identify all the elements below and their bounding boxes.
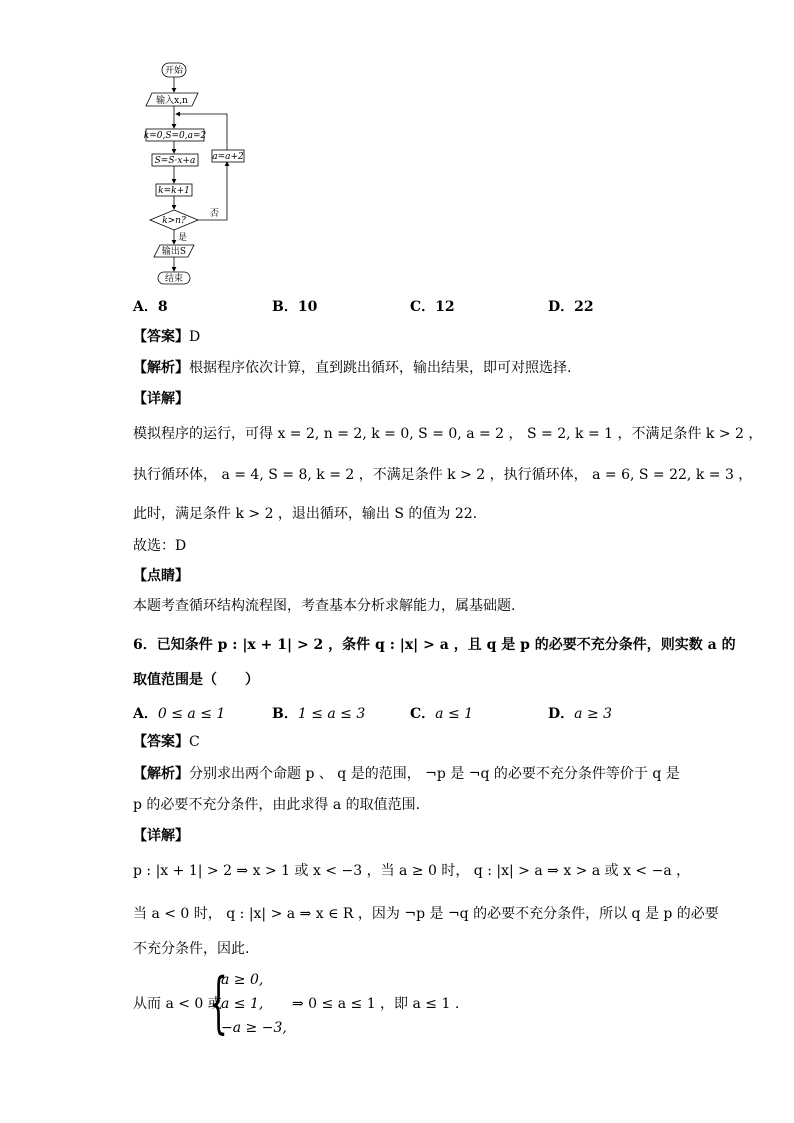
q6-answer: 【答案】C (133, 734, 200, 750)
system-row-3: −a ≥ −3, (221, 1020, 287, 1036)
q5-analysis: 【解析】根据程序依次计算，直到跳出循环，输出结果，即可对照选择. (133, 360, 572, 376)
flow-init-text: k=0,S=0,a=2 (143, 131, 207, 141)
system-row-2: a ≤ 1, (221, 996, 264, 1012)
system-brace: { (209, 964, 228, 1041)
q5-option-d: D．22 (548, 299, 594, 315)
q5-comment: 本题考查循环结构流程图，考查基本分析求解能力，属基础题. (133, 598, 516, 614)
q6-detail-line-1: p : |x + 1| > 2 ⇒ x > 1 或 x < −3 ，当 a ≥ 0 时， q : |x| > a ⇒ x > a 或 x < −a ， (133, 863, 691, 879)
q6-option-b: B．1 ≤ a ≤ 3 (272, 706, 366, 722)
flow-input-text: 输入x,n (156, 96, 188, 106)
q6-detail-label: 【详解】 (133, 828, 189, 844)
q6-analysis-line-1: 【解析】分别求出两个命题 p 、 q 是的范围， ¬p 是 ¬q 的必要不充分条件等价于 q 是 (133, 766, 680, 782)
q6-analysis-line-2: p 的必要不充分条件，由此求得 a 的取值范围. (133, 797, 421, 813)
q6-option-d: D．a ≥ 3 (548, 706, 613, 722)
flow-end-text: 结束 (164, 274, 184, 284)
q6-detail-line-3: 不充分条件，因此. (133, 941, 250, 957)
q6-option-a: A．0 ≤ a ≤ 1 (133, 706, 226, 722)
flow-k-text: k=k+1 (158, 186, 190, 196)
q5-option-b: B．10 (272, 299, 318, 315)
q5-detail-line-3: 此时，满足条件 k > 2 ，退出循环，输出 S 的值为 22. (133, 506, 478, 522)
q5-detail-line-2: 执行循环体， a = 4, S = 8, k = 2 ，不满足条件 k > 2 ，执行循环体， a = 6, S = 22, k = 3 ， (133, 467, 753, 483)
flow-sum-text: S=S·x+a (154, 156, 196, 166)
flow-no-label: 否 (210, 209, 220, 219)
q6-conclusion-suffix: ⇒ 0 ≤ a ≤ 1 ，即 a ≤ 1 . (292, 996, 460, 1012)
q6-conclusion-prefix: 从而 a < 0 或 (133, 996, 222, 1012)
q6-stem-line-1: 6．已知条件 p : |x + 1| > 2 ，条件 q : |x| > a ，且 q 是 p 的必要不充分条件，则实数 a 的 (133, 637, 736, 653)
flow-update-text: a=a+2 (212, 152, 244, 162)
q5-detail-line-1: 模拟程序的运行，可得 x = 2, n = 2, k = 0, S = 0, a = 2 ， S = 2, k = 1 ，不满足条件 k > 2 ， (133, 426, 763, 442)
flow-decision-text: k>n? (162, 216, 186, 226)
q5-option-a: A．8 (133, 299, 168, 315)
q5-comment-label: 【点睛】 (133, 568, 189, 584)
flow-start-text: 开始 (164, 66, 184, 76)
q6-stem-line-2: 取值范围是（ ） (133, 672, 259, 688)
q6-option-c: C．a ≤ 1 (410, 706, 474, 722)
q5-answer: 【答案】D (133, 329, 201, 345)
q5-detail-label: 【详解】 (133, 391, 189, 407)
q5-option-c: C．12 (410, 299, 455, 315)
flow-yes-label: 是 (178, 233, 188, 243)
flowchart (140, 58, 250, 290)
system-row-1: a ≥ 0, (221, 972, 264, 988)
flow-output-text: 输出S (161, 247, 187, 257)
q5-choose: 故选：D (133, 538, 187, 554)
q6-detail-line-2: 当 a < 0 时， q : |x| > a ⇒ x ∈ R ，因为 ¬p 是 ¬q 的必要不充分条件，所以 q 是 p 的必要 (133, 906, 719, 922)
